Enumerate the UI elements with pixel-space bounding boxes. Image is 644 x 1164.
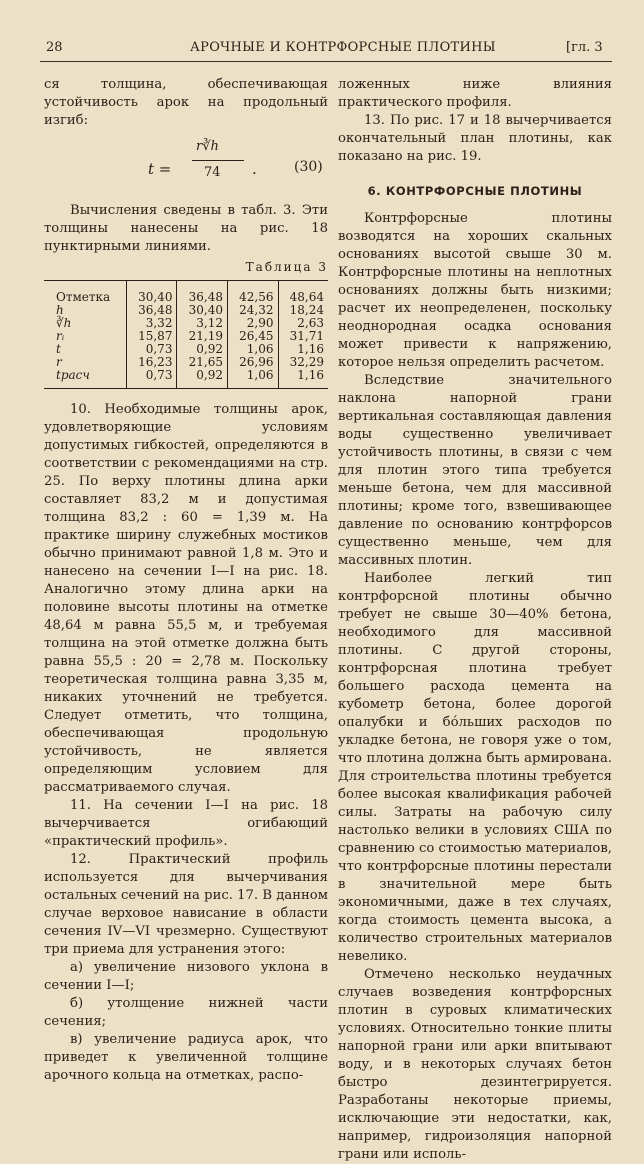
formula-denominator: 74 bbox=[204, 165, 221, 180]
paragraph: 13. По рис. 17 и 18 вычерчивается окончательный план плотины, как показано на рис. 19. bbox=[338, 113, 612, 164]
table-row bbox=[44, 317, 328, 330]
row-label: h bbox=[56, 303, 64, 317]
table-cell: 3,12 bbox=[177, 317, 228, 330]
table-cell: 48,64 bbox=[278, 281, 328, 305]
table-cell: 26,96 bbox=[227, 356, 278, 369]
page-number: 28 bbox=[46, 40, 63, 55]
left-column bbox=[44, 76, 328, 1085]
equation-number: (30) bbox=[294, 159, 323, 175]
table-cell: 1,06 bbox=[227, 369, 278, 389]
table-cell: 32,29 bbox=[278, 356, 328, 369]
table-cell: 42,56 bbox=[227, 281, 278, 305]
row-label: Отметка bbox=[56, 290, 111, 304]
paragraph: ся толщина, обеспечивающая устойчивость арок на продольный изгиб: bbox=[44, 77, 328, 128]
table-cell: 0,92 bbox=[177, 343, 228, 356]
running-title: АРОЧНЫЕ И КОНТРФОРСНЫЕ ПЛОТИНЫ bbox=[190, 40, 496, 55]
table-cell: 21,65 bbox=[177, 356, 228, 369]
table-cell: 30,40 bbox=[177, 304, 228, 317]
table-cell: 18,24 bbox=[278, 304, 328, 317]
table-cell: 1,16 bbox=[278, 343, 328, 356]
table-cell: 24,32 bbox=[227, 304, 278, 317]
list-item: в) увеличение радиуса арок, что приведет к увеличенной толщине арочного кольца на отметках, распо- bbox=[44, 1032, 328, 1083]
row-label: rᵢ bbox=[56, 329, 65, 343]
table-cell: 0,73 bbox=[126, 369, 177, 389]
table-caption: Таблица 3 bbox=[245, 260, 328, 274]
section-heading: 6. КОНТРФОРСНЫЕ ПЛОТИНЫ bbox=[367, 184, 583, 198]
right-column bbox=[338, 76, 612, 1164]
table-cell: 36,48 bbox=[126, 304, 177, 317]
row-label: r bbox=[56, 355, 62, 369]
row-label: t bbox=[56, 342, 61, 356]
table-row bbox=[44, 343, 328, 356]
paragraph: Отмечено несколько неудачных случаев возведения контрфорсных плотин в суровых климатических условиях. Относительно тонкие плиты напорной грани или арки впитывают воду, и в некоторых случаях бетон быстро дезинтегрируется. Разработаны некоторые приемы, исключающие эти недостатки, как, например, гидроизоляция напорной грани или исполь- bbox=[338, 967, 612, 1162]
paragraph: 11. На сечении I—I на рис. 18 вычерчивается огибающий «практический профиль». bbox=[44, 798, 328, 849]
paragraph: Наиболее легкий тип контрфорсной плотины обычно требует не свыше 30—40% бетона, необходимого для массивной плотины. С другой стороны, контрфорсная плотина требует большего расхода цемента на кубометр бетона, более дорогой опалубки и бóльших расходов по укладке бетона, не говоря уже о том, что плотина должна быть армирована. Для строительства плотины требуется более высокая квалификация рабочей силы. Затраты на рабочую силу настолько велики в условиях США по сравнению со стоимостью материалов, что контрфорсные плотины перестали в значительной мере быть экономичными, даже в тех случаях, когда стоимость цемента высока, а количество строительных материалов невелико. bbox=[338, 571, 612, 964]
table-cell: 36,48 bbox=[177, 281, 228, 305]
paragraph: Вычисления сведены в табл. 3. Эти толщины нанесены на рис. 18 пунктирными линиями. bbox=[44, 203, 328, 254]
table-row bbox=[44, 369, 328, 389]
table-cell: 1,16 bbox=[278, 369, 328, 389]
paragraph: ложенных ниже влияния практического профиля. bbox=[338, 77, 612, 110]
table-cell: 16,23 bbox=[126, 356, 177, 369]
table-cell: 0,92 bbox=[177, 369, 228, 389]
row-label: tрасч bbox=[56, 368, 90, 382]
table-row bbox=[44, 304, 328, 317]
fraction-bar bbox=[192, 160, 244, 161]
paragraph: Вследствие значительного наклона напорной грани вертикальная составляющая давления воды существенно увеличивает устойчивость плотины, в связи с чем для плотин этого типа требуется меньше бетона, чем для массивной плотины; кроме того, взвешивающее давление по основанию контрфорсов существенно меньше, чем для массивных плотин. bbox=[338, 373, 612, 568]
table-cell: 0,73 bbox=[126, 343, 177, 356]
table-row bbox=[44, 330, 328, 343]
table-cell: 2,63 bbox=[278, 317, 328, 330]
formula-tail: . bbox=[252, 160, 257, 178]
table-3 bbox=[44, 280, 328, 389]
formula-lhs: t = bbox=[148, 160, 172, 178]
table-cell: 31,71 bbox=[278, 330, 328, 343]
row-label: ∛h bbox=[56, 316, 72, 330]
table-cell: 1,06 bbox=[227, 343, 278, 356]
list-item: а) увеличение низового уклона в сечении I—I; bbox=[44, 960, 328, 993]
table-cell: 26,45 bbox=[227, 330, 278, 343]
table-cell: 15,87 bbox=[126, 330, 177, 343]
header-rule bbox=[40, 61, 612, 62]
formula-30 bbox=[44, 136, 328, 198]
list-item: б) утолщение нижней части сечения; bbox=[44, 996, 328, 1029]
table-cell: 30,40 bbox=[126, 281, 177, 305]
table-cell: 21,19 bbox=[177, 330, 228, 343]
running-header bbox=[0, 40, 644, 62]
chapter-marker: [гл. 3 bbox=[566, 40, 603, 55]
table-row bbox=[44, 281, 328, 305]
paragraph: Контрфорсные плотины возводятся на хороших скальных основаниях высотой свыше 30 м. Контрфорсные плотины на неплотных основаниях должны быть низкими; расчет их неопределенен, поскольку неоднородная осадка основания может привести к напряжению, которое нельзя определить расчетом. bbox=[338, 211, 612, 370]
table-cell: 3,32 bbox=[126, 317, 177, 330]
formula-numerator: r∛h bbox=[196, 139, 219, 154]
paragraph: 10. Необходимые толщины арок, удовлетворяющие условиям допустимых гибкостей, определяются в соответствии с рекомендациями на стр. 25. По верху плотины длина арки составляет 83,2 м и допустимая толщина 83,2 : 60 = 1,39 м. На практике ширину служебных мостиков обычно принимают равной 1,8 м. Это и нанесено на сечении I—I на рис. 18. Аналогично этому длина арки на половине высоты плотины на отметке 48,64 м равна 55,5 м, и требуемая толщина на этой отметке должна быть равна 55,5 : 20 = 2,78 м. Поскольку теоретическая толщина равна 3,35 м, никаких уточнений не требуется. Следует отметить, что толщина, обеспечивающая продольную устойчивость, не является определяющим условием для рассматриваемого случая. bbox=[44, 402, 328, 795]
paragraph: 12. Практический профиль используется для вычерчивания остальных сечений на рис. 17. В данном случае верховое нависание в области сечения IV—VI чрезмерно. Существуют три приема для устранения этого: bbox=[44, 852, 328, 957]
table-cell: 2,90 bbox=[227, 317, 278, 330]
